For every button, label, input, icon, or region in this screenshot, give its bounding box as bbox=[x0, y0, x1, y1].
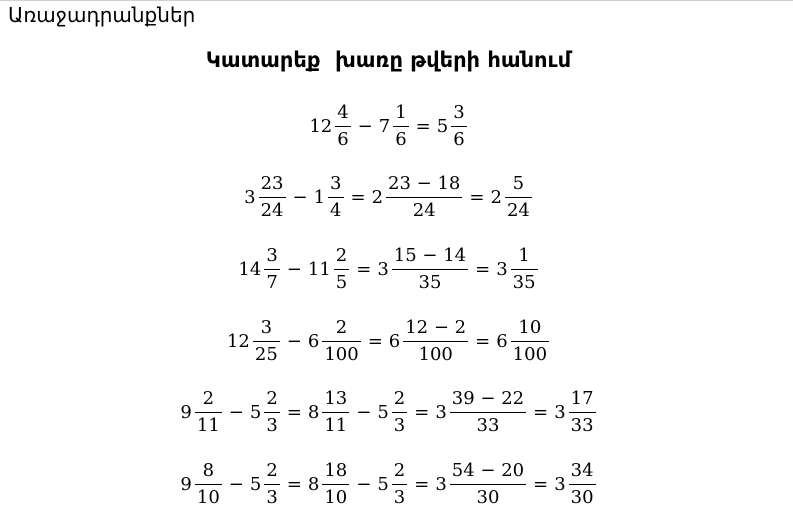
mixed-number bbox=[227, 315, 281, 368]
denominator: 30 bbox=[570, 486, 594, 508]
whole-part: 6 bbox=[388, 330, 401, 352]
numerator: 10 bbox=[518, 316, 542, 338]
fraction bbox=[259, 171, 286, 224]
numerator: 23 − 18 bbox=[388, 172, 461, 194]
mixed-number bbox=[377, 386, 408, 439]
numerator: 54 − 20 bbox=[451, 459, 525, 481]
numerator: 15 − 14 bbox=[393, 244, 467, 266]
numerator: 2 bbox=[266, 387, 278, 409]
numerator: 3 bbox=[453, 101, 465, 123]
denominator: 6 bbox=[337, 128, 349, 150]
fraction bbox=[392, 386, 407, 439]
mixed-number bbox=[389, 315, 469, 368]
whole-part: 1 bbox=[313, 186, 326, 208]
numerator: 3 bbox=[266, 244, 278, 266]
numerator: 23 bbox=[260, 172, 284, 194]
whole-part: 11 bbox=[307, 258, 331, 280]
mixed-number bbox=[308, 315, 362, 368]
fraction bbox=[322, 315, 360, 368]
fraction bbox=[403, 315, 468, 368]
equals-sign: = bbox=[533, 473, 549, 495]
fraction bbox=[195, 386, 222, 439]
mixed-number bbox=[180, 458, 222, 511]
equation-row bbox=[0, 95, 777, 157]
mixed-number bbox=[496, 315, 550, 368]
mixed-number bbox=[435, 458, 527, 511]
minus-sign: − bbox=[356, 473, 372, 495]
equals-sign: = bbox=[286, 401, 302, 423]
top-border bbox=[0, 0, 793, 1]
fraction bbox=[511, 243, 538, 296]
fraction bbox=[335, 100, 350, 153]
numerator: 2 bbox=[202, 387, 215, 409]
equals-sign: = bbox=[469, 186, 485, 208]
numerator: 18 bbox=[324, 459, 348, 481]
equals-sign: = bbox=[286, 473, 302, 495]
fraction bbox=[322, 458, 349, 511]
numerator: 2 bbox=[335, 244, 348, 266]
fraction bbox=[322, 386, 349, 439]
whole-part: 8 bbox=[307, 401, 320, 423]
equation-row bbox=[0, 310, 777, 372]
fraction bbox=[392, 243, 468, 296]
equals-sign: = bbox=[414, 473, 430, 495]
denominator: 35 bbox=[418, 271, 442, 293]
numerator: 5 bbox=[512, 172, 525, 194]
numerator: 4 bbox=[337, 101, 349, 123]
denominator: 33 bbox=[570, 414, 594, 436]
minus-sign: − bbox=[286, 330, 302, 352]
whole-part: 3 bbox=[377, 258, 389, 280]
mixed-number bbox=[314, 171, 345, 224]
minus-sign: − bbox=[357, 115, 373, 137]
denominator: 100 bbox=[512, 343, 548, 365]
whole-part: 5 bbox=[249, 401, 262, 423]
equals-sign: = bbox=[475, 258, 491, 280]
whole-part: 9 bbox=[180, 401, 192, 423]
denominator: 11 bbox=[324, 414, 348, 436]
minus-sign: − bbox=[228, 401, 244, 423]
equation-row bbox=[0, 166, 777, 228]
whole-part: 5 bbox=[436, 115, 449, 137]
whole-part: 3 bbox=[496, 258, 508, 280]
header-label: Առաջադրանքներ bbox=[8, 3, 196, 27]
equals-sign: = bbox=[415, 115, 431, 137]
numerator: 3 bbox=[330, 172, 342, 194]
whole-part: 5 bbox=[377, 473, 389, 495]
mixed-number bbox=[250, 386, 281, 439]
numerator: 39 − 22 bbox=[451, 387, 525, 409]
fraction bbox=[511, 315, 549, 368]
equals-sign: = bbox=[356, 258, 372, 280]
denominator: 3 bbox=[266, 414, 278, 436]
mixed-number bbox=[308, 386, 350, 439]
denominator: 3 bbox=[393, 486, 406, 508]
denominator: 24 bbox=[260, 199, 284, 221]
mixed-number bbox=[180, 386, 222, 439]
numerator: 8 bbox=[202, 459, 215, 481]
fraction bbox=[569, 386, 596, 439]
denominator: 6 bbox=[453, 128, 465, 150]
fraction bbox=[264, 386, 279, 439]
minus-sign: − bbox=[286, 258, 302, 280]
mixed-number bbox=[308, 243, 350, 296]
denominator: 33 bbox=[476, 414, 500, 436]
whole-part: 8 bbox=[307, 473, 320, 495]
denominator: 11 bbox=[196, 414, 220, 436]
minus-sign: − bbox=[356, 401, 372, 423]
numerator: 12 − 2 bbox=[405, 316, 467, 338]
mixed-number bbox=[437, 100, 468, 153]
whole-part: 9 bbox=[180, 473, 192, 495]
denominator: 30 bbox=[476, 486, 500, 508]
equals-sign: = bbox=[533, 401, 549, 423]
whole-part: 6 bbox=[496, 330, 508, 352]
mixed-number bbox=[238, 243, 280, 296]
fraction bbox=[195, 458, 222, 511]
numerator: 1 bbox=[395, 101, 407, 123]
denominator: 35 bbox=[512, 271, 536, 293]
numerator: 2 bbox=[335, 316, 348, 338]
equation-row bbox=[0, 381, 777, 443]
fraction bbox=[450, 458, 526, 511]
fraction bbox=[334, 243, 349, 296]
numerator: 2 bbox=[393, 387, 406, 409]
denominator: 100 bbox=[418, 343, 453, 365]
denominator: 3 bbox=[393, 414, 406, 436]
equals-sign: = bbox=[367, 330, 383, 352]
denominator: 6 bbox=[395, 128, 407, 150]
denominator: 25 bbox=[254, 343, 278, 365]
fraction bbox=[253, 315, 280, 368]
mixed-number bbox=[435, 386, 527, 439]
mixed-number bbox=[379, 100, 410, 153]
numerator: 1 bbox=[518, 244, 530, 266]
fraction bbox=[386, 171, 462, 224]
mixed-number bbox=[372, 171, 464, 224]
whole-part: 3 bbox=[435, 401, 447, 423]
mixed-number bbox=[496, 243, 538, 296]
mixed-number bbox=[250, 458, 281, 511]
mixed-number bbox=[554, 386, 596, 439]
denominator: 24 bbox=[412, 199, 436, 221]
whole-part: 7 bbox=[378, 115, 391, 137]
whole-part: 3 bbox=[244, 186, 256, 208]
equation-row bbox=[0, 238, 777, 300]
numerator: 17 bbox=[570, 387, 594, 409]
mixed-number bbox=[308, 458, 350, 511]
numerator: 13 bbox=[324, 387, 348, 409]
mixed-number bbox=[309, 100, 351, 153]
numerator: 2 bbox=[393, 459, 406, 481]
whole-part: 2 bbox=[490, 186, 502, 208]
whole-part: 12 bbox=[226, 330, 250, 352]
whole-part: 5 bbox=[377, 401, 389, 423]
denominator: 24 bbox=[506, 199, 530, 221]
fraction bbox=[392, 458, 407, 511]
fraction bbox=[264, 458, 279, 511]
fraction bbox=[328, 171, 343, 224]
fraction bbox=[569, 458, 596, 511]
fraction bbox=[451, 100, 466, 153]
equals-sign: = bbox=[414, 401, 430, 423]
denominator: 10 bbox=[196, 486, 220, 508]
fraction bbox=[505, 171, 532, 224]
numerator: 2 bbox=[266, 459, 278, 481]
equation-row bbox=[0, 453, 777, 515]
denominator: 4 bbox=[330, 199, 342, 221]
denominator: 7 bbox=[266, 271, 278, 293]
minus-sign: − bbox=[292, 186, 308, 208]
denominator: 5 bbox=[335, 271, 348, 293]
denominator: 3 bbox=[266, 486, 278, 508]
fraction bbox=[393, 100, 408, 153]
whole-part: 14 bbox=[238, 258, 262, 280]
mixed-number bbox=[554, 458, 596, 511]
whole-part: 12 bbox=[309, 115, 333, 137]
mixed-number bbox=[490, 171, 532, 224]
denominator: 100 bbox=[324, 343, 359, 365]
whole-part: 3 bbox=[435, 473, 447, 495]
denominator: 10 bbox=[324, 486, 348, 508]
mixed-number bbox=[377, 243, 469, 296]
whole-part: 3 bbox=[554, 473, 566, 495]
fraction bbox=[450, 386, 526, 439]
whole-part: 3 bbox=[554, 401, 566, 423]
equals-sign: = bbox=[350, 186, 366, 208]
whole-part: 5 bbox=[249, 473, 262, 495]
mixed-number bbox=[244, 171, 286, 224]
numerator: 34 bbox=[570, 459, 594, 481]
page-title: Կատարեք խառը թվերի հանում bbox=[205, 48, 572, 72]
whole-part: 6 bbox=[307, 330, 320, 352]
equals-sign: = bbox=[475, 330, 491, 352]
mixed-number bbox=[377, 458, 408, 511]
whole-part: 2 bbox=[371, 186, 384, 208]
numerator: 3 bbox=[260, 316, 273, 338]
fraction bbox=[264, 243, 279, 296]
minus-sign: − bbox=[228, 473, 244, 495]
